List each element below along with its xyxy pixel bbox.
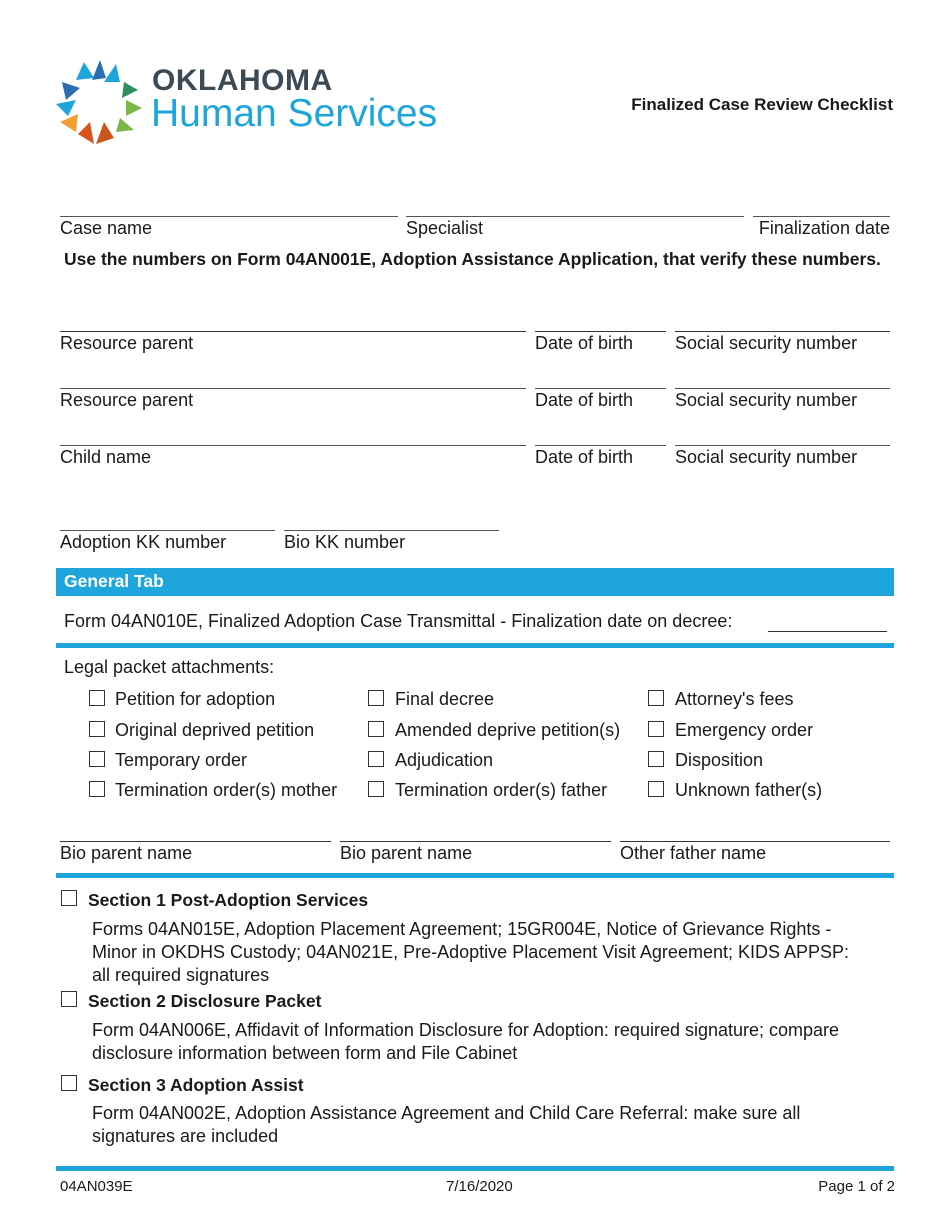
amended-deprive-label: Amended deprive petition(s) [395,720,621,740]
bio-parent-1-label: Bio parent name [60,843,193,863]
instruction-text: Use the numbers on Form 04AN001E, Adoption Assistance Application, that verify these numbers. [64,249,881,269]
footer-date: 7/16/2020 [446,1178,513,1195]
section-3-description [92,1102,892,1148]
adjudication-checkbox[interactable] [368,751,384,767]
logo-text-oklahoma: OKLAHOMA [152,64,333,97]
section-3-line-2: signatures are included [92,1126,279,1146]
dob-label: Date of birth [535,447,634,467]
legal-packet-title: Legal packet attachments: [64,657,275,677]
resource-parent-1-dob-field[interactable] [535,331,666,354]
resource-parent-2-ssn-field[interactable] [675,388,890,411]
final-decree-label: Final decree [395,689,495,709]
final-decree-checkbox[interactable] [368,690,384,706]
section-2-line-2: disclosure information between form and File Cabinet [92,1043,518,1063]
disposition-checkbox[interactable] [648,751,664,767]
logo-text-human-services: Human Services [151,92,438,135]
section-3-line-1: Form 04AN002E, Adoption Assistance Agreement and Child Care Referral: make sure all [92,1103,801,1123]
attorney-fees-label: Attorney's fees [675,689,794,709]
emergency-order-label: Emergency order [675,720,814,740]
original-deprived-label: Original deprived petition [115,720,315,740]
disposition-label: Disposition [675,750,764,770]
divider-bar [56,643,894,648]
section-1-checkbox[interactable] [61,890,77,906]
resource-parent-2-field[interactable] [60,388,526,411]
section-3-checkbox[interactable] [61,1075,77,1091]
dob-label: Date of birth [535,333,634,353]
resource-parent-1-ssn-field[interactable] [675,331,890,354]
section-2-description [92,1019,892,1065]
resource-parent-1-label: Resource parent [60,333,194,353]
general-tab-header: General Tab [56,568,894,596]
section-2-line-1: Form 04AN006E, Affidavit of Information Disclosure for Adoption: required signature; compare [92,1020,840,1040]
bio-kk-field[interactable] [284,530,499,553]
attorney-fees-checkbox[interactable] [648,690,664,706]
petition-label: Petition for adoption [115,689,276,709]
finalization-date-label: Finalization date [758,218,890,238]
child-ssn-field[interactable] [675,445,890,468]
unknown-father-checkbox[interactable] [648,781,664,797]
ssn-label: Social security number [675,390,858,410]
adoption-kk-field[interactable] [60,530,275,553]
footer-form-number: 04AN039E [60,1178,133,1195]
section-3-title: Section 3 Adoption Assist [88,1075,304,1095]
specialist-label: Specialist [406,218,484,238]
termination-mother-checkbox[interactable] [89,781,105,797]
bio-parent-2-label: Bio parent name [340,843,473,863]
unknown-father-label: Unknown father(s) [675,780,823,800]
bio-parent-2-field[interactable] [340,841,611,864]
termination-father-checkbox[interactable] [368,781,384,797]
termination-mother-label: Termination order(s) mother [115,780,338,800]
bio-kk-label: Bio KK number [284,532,406,552]
divider-bar [56,873,894,878]
section-2-checkbox[interactable] [61,991,77,1007]
other-father-field[interactable] [620,841,890,864]
original-deprived-checkbox[interactable] [89,721,105,737]
case-name-label: Case name [60,218,153,238]
resource-parent-2-label: Resource parent [60,390,194,410]
amended-deprive-checkbox[interactable] [368,721,384,737]
ssn-label: Social security number [675,333,858,353]
temporary-order-label: Temporary order [115,750,248,770]
adjudication-label: Adjudication [395,750,494,770]
footer-page-number: Page 1 of 2 [818,1178,895,1195]
temporary-order-checkbox[interactable] [89,751,105,767]
dob-label: Date of birth [535,390,634,410]
form-title: Finalized Case Review Checklist [631,95,893,114]
footer-bar [56,1166,894,1171]
section-1-line-3: all required signatures [92,965,270,985]
resource-parent-2-dob-field[interactable] [535,388,666,411]
transmittal-label: Form 04AN010E, Finalized Adoption Case Transmittal - Finalization date on decree: [64,611,733,631]
section-1-description [92,918,892,987]
resource-parent-1-field[interactable] [60,331,526,354]
finalization-date-field[interactable] [753,216,890,239]
specialist-field[interactable] [406,216,744,239]
agency-logo [54,60,464,150]
other-father-label: Other father name [620,843,767,863]
case-name-field[interactable] [60,216,398,239]
emergency-order-checkbox[interactable] [648,721,664,737]
section-1-line-2: Minor in OKDHS Custody; 04AN021E, Pre-Adoptive Placement Visit Agreement; KIDS APPSP: [92,942,850,962]
child-dob-field[interactable] [535,445,666,468]
bio-parent-1-field[interactable] [60,841,331,864]
adoption-kk-label: Adoption KK number [60,532,227,552]
star-logo-icon [54,60,144,150]
child-name-field[interactable] [60,445,526,468]
termination-father-label: Termination order(s) father [395,780,608,800]
decree-date-field[interactable] [768,631,887,632]
section-2-title: Section 2 Disclosure Packet [88,991,322,1011]
child-name-label: Child name [60,447,152,467]
section-1-title: Section 1 Post-Adoption Services [88,890,369,910]
ssn-label: Social security number [675,447,858,467]
petition-checkbox[interactable] [89,690,105,706]
section-1-line-1: Forms 04AN015E, Adoption Placement Agreement; 15GR004E, Notice of Grievance Rights - [92,919,832,939]
